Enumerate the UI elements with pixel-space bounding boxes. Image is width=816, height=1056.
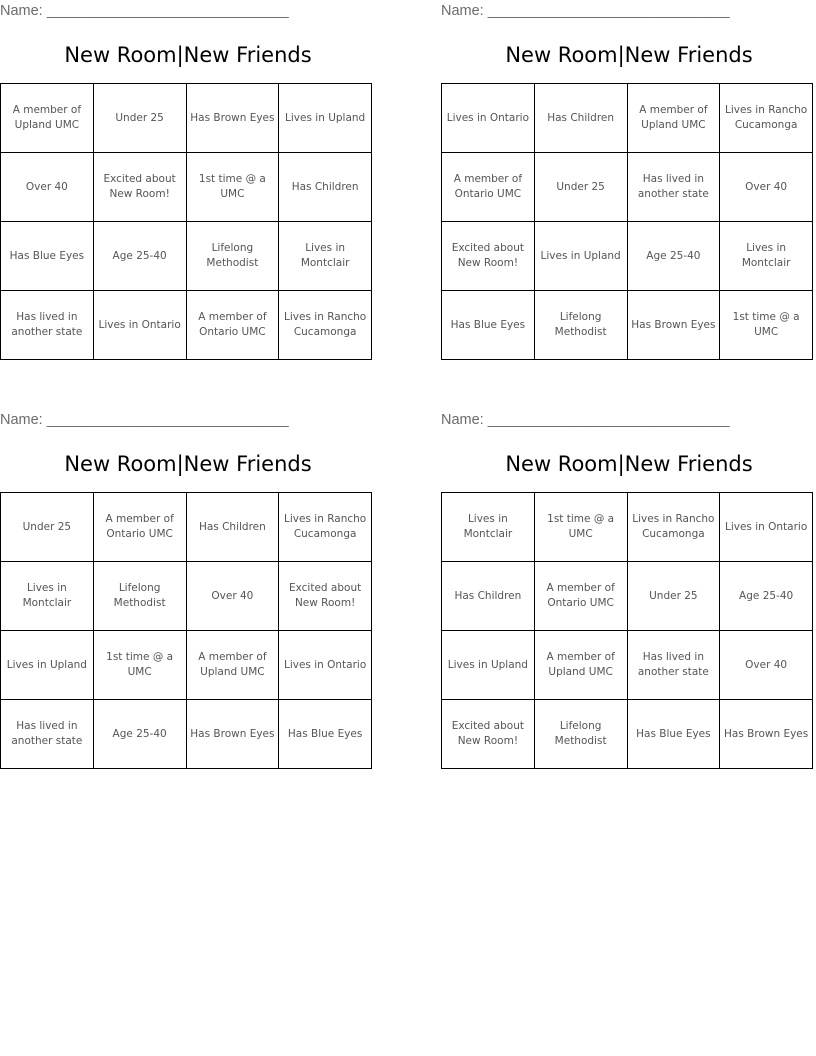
grid-cell: Lives in Rancho Cucamonga [627, 493, 720, 562]
grid-cell: 1st time @ a UMC [534, 493, 627, 562]
grid-cell: Lives in Rancho Cucamonga [279, 493, 372, 562]
grid-cell: Lives in Montclair [442, 493, 535, 562]
grid-cell: Lives in Upland [534, 222, 627, 291]
grid-cell: Lifelong Methodist [534, 700, 627, 769]
grid-row [1, 700, 372, 769]
grid-cell: 1st time @ a UMC [93, 631, 186, 700]
card-title: New Room|New Friends [505, 452, 753, 476]
grid-cell: 1st time @ a UMC [720, 291, 813, 360]
grid-cell: Over 40 [1, 153, 94, 222]
grid-cell: Has lived in another state [627, 153, 720, 222]
grid-cell: Age 25-40 [627, 222, 720, 291]
name-line: Name: ______________________________ [0, 412, 289, 428]
grid-cell: Has Children [534, 84, 627, 153]
grid-cell: Lives in Montclair [279, 222, 372, 291]
grid-cell: Has Brown Eyes [627, 291, 720, 360]
grid-cell: A member of Upland UMC [186, 631, 279, 700]
grid-cell: A member of Ontario UMC [93, 493, 186, 562]
grid-row [442, 153, 813, 222]
grid-row [442, 562, 813, 631]
grid-cell: Lifelong Methodist [534, 291, 627, 360]
name-line: Name: ______________________________ [441, 412, 730, 428]
grid-cell: Has Blue Eyes [442, 291, 535, 360]
grid-cell: Has Children [279, 153, 372, 222]
grid-row [442, 493, 813, 562]
grid-cell: 1st time @ a UMC [186, 153, 279, 222]
card-title: New Room|New Friends [505, 43, 753, 67]
grid-cell: Has Children [186, 493, 279, 562]
grid-cell: Lives in Montclair [1, 562, 94, 631]
grid-cell: Has lived in another state [1, 291, 94, 360]
grid-cell: Has Brown Eyes [186, 700, 279, 769]
grid-row [1, 291, 372, 360]
grid-row [442, 291, 813, 360]
grid-cell: Under 25 [534, 153, 627, 222]
grid-row [1, 84, 372, 153]
grid-cell: Under 25 [1, 493, 94, 562]
grid-cell: Lifelong Methodist [186, 222, 279, 291]
grid-cell: Has Brown Eyes [186, 84, 279, 153]
grid-cell: Lifelong Methodist [93, 562, 186, 631]
grid-cell: Over 40 [720, 153, 813, 222]
grid-cell: Age 25-40 [93, 700, 186, 769]
grid-row [1, 562, 372, 631]
card-title: New Room|New Friends [64, 43, 312, 67]
grid-cell: Lives in Rancho Cucamonga [720, 84, 813, 153]
grid-row [442, 631, 813, 700]
grid-cell: Over 40 [186, 562, 279, 631]
grid-row [442, 700, 813, 769]
grid-cell: Lives in Ontario [279, 631, 372, 700]
grid-cell: Has Blue Eyes [1, 222, 94, 291]
grid-row [442, 84, 813, 153]
grid-cell: Excited about New Room! [279, 562, 372, 631]
grid-cell: Has Blue Eyes [279, 700, 372, 769]
grid-cell: Lives in Montclair [720, 222, 813, 291]
grid-cell: A member of Upland UMC [534, 631, 627, 700]
bingo-grid [441, 83, 813, 360]
grid-cell: Has Children [442, 562, 535, 631]
grid-cell: Lives in Ontario [93, 291, 186, 360]
grid-cell: Has Blue Eyes [627, 700, 720, 769]
grid-cell: A member of Ontario UMC [442, 153, 535, 222]
grid-cell: Lives in Rancho Cucamonga [279, 291, 372, 360]
grid-cell: Has lived in another state [1, 700, 94, 769]
grid-row [1, 493, 372, 562]
grid-row [1, 222, 372, 291]
grid-cell: Lives in Upland [279, 84, 372, 153]
grid-cell: Over 40 [720, 631, 813, 700]
grid-row [442, 222, 813, 291]
grid-cell: Excited about New Room! [442, 700, 535, 769]
grid-cell: A member of Upland UMC [1, 84, 94, 153]
bingo-grid [0, 492, 372, 769]
grid-cell: A member of Ontario UMC [534, 562, 627, 631]
bingo-grid [441, 492, 813, 769]
grid-row [1, 631, 372, 700]
grid-cell: Age 25-40 [720, 562, 813, 631]
grid-cell: A member of Ontario UMC [186, 291, 279, 360]
grid-cell: Lives in Ontario [720, 493, 813, 562]
grid-cell: Lives in Upland [1, 631, 94, 700]
grid-cell: Has Brown Eyes [720, 700, 813, 769]
grid-cell: Lives in Upland [442, 631, 535, 700]
bingo-grid [0, 83, 372, 360]
name-line: Name: ______________________________ [0, 3, 289, 19]
grid-cell: Has lived in another state [627, 631, 720, 700]
grid-cell: A member of Upland UMC [627, 84, 720, 153]
grid-cell: Excited about New Room! [93, 153, 186, 222]
grid-cell: Lives in Ontario [442, 84, 535, 153]
name-line: Name: ______________________________ [441, 3, 730, 19]
card-title: New Room|New Friends [64, 452, 312, 476]
grid-row [1, 153, 372, 222]
grid-cell: Under 25 [93, 84, 186, 153]
grid-cell: Under 25 [627, 562, 720, 631]
grid-cell: Age 25-40 [93, 222, 186, 291]
grid-cell: Excited about New Room! [442, 222, 535, 291]
